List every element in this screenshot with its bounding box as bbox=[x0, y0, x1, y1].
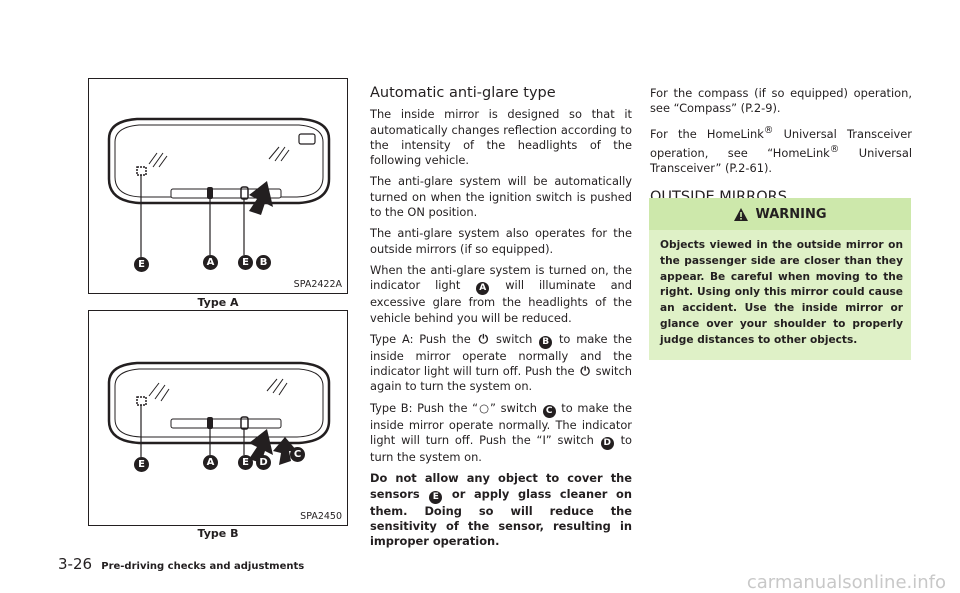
marker-b-icon: B bbox=[539, 336, 552, 349]
page-number: 3-26 bbox=[58, 555, 93, 573]
label-e-icon: E bbox=[134, 457, 149, 472]
paragraph: When the anti-glare system is turned on, the indicator light A will illuminate and excessive glare from the headlights of the vehicle behind you will be reduced. bbox=[370, 262, 633, 325]
figure-type-b bbox=[88, 310, 348, 526]
mirror-illustration-a bbox=[89, 79, 349, 295]
figure-caption: Type A bbox=[197, 296, 239, 309]
chapter-title: Pre-driving checks and adjustments bbox=[101, 561, 305, 572]
marker-e-icon: E bbox=[429, 491, 442, 504]
middle-column bbox=[370, 86, 632, 556]
watermark: carmanualsonline.info bbox=[746, 572, 946, 593]
paragraph: Type A: Push the ⏻ switch B to make the inside mirror operate normally and the indicator light will turn off. Push the ⏻ switch again to turn the system on. bbox=[370, 331, 633, 394]
mirror-illustration-b bbox=[89, 311, 349, 527]
marker-d-icon: D bbox=[601, 437, 614, 450]
warning-triangle-icon bbox=[733, 207, 749, 222]
marker-a-icon: A bbox=[476, 282, 489, 295]
off-circle-icon: ○ bbox=[478, 400, 491, 415]
label-a-icon: A bbox=[203, 255, 218, 270]
figure-type-a bbox=[88, 78, 348, 294]
warning-text: Objects viewed in the outside mirror on the passenger side are closer than they appear. Be careful when moving to the right. Using only this mirror could cause an accident. Use the inside mirror or glance over your shoulder to properly judge distances to other objects. bbox=[660, 239, 903, 346]
label-d-icon: D bbox=[256, 455, 271, 470]
warning-header bbox=[649, 198, 911, 230]
figure-caption: Type B bbox=[197, 527, 239, 540]
label-a-icon: A bbox=[203, 455, 218, 470]
power-switch-icon: ⏻ bbox=[478, 331, 489, 346]
paragraph: For the HomeLink® Universal Transceiver operation, see “HomeLink® Universal Transceiver” (P.2-61). bbox=[650, 124, 912, 175]
power-switch-icon: ⏻ bbox=[580, 364, 590, 379]
paragraph-bold: Do not allow any object to cover the sensors E or apply glass cleaner on them. Doing so will reduce the sensitivity of the sensor, resulting in improper operation. bbox=[370, 471, 632, 549]
marker-c-icon: C bbox=[543, 405, 556, 418]
label-e-icon: E bbox=[134, 257, 149, 272]
warning-title: WARNING bbox=[755, 206, 827, 222]
figure-code: SPA2450 bbox=[300, 511, 342, 522]
page-footer bbox=[58, 555, 304, 573]
paragraph: The anti-glare system also operates for the outside mirrors (if so equipped). bbox=[370, 226, 632, 256]
figure-code: SPA2422A bbox=[293, 279, 342, 290]
section-heading: Automatic anti-glare type bbox=[370, 85, 556, 101]
label-c-icon: C bbox=[290, 447, 305, 462]
paragraph: Type B: Push the “○” switch C to make the inside mirror operate normally. The indicator light will turn off. Push the “I” switch D to turn the system on. bbox=[370, 400, 632, 465]
label-b-icon: B bbox=[256, 255, 271, 270]
paragraph: For the compass (if so equipped) operation, see “Compass” (P.2-9). bbox=[650, 86, 912, 116]
paragraph: The inside mirror is designed so that it automatically changes reflection according to the intensity of the headlights of the following vehicle. bbox=[370, 107, 632, 168]
paragraph: The anti-glare system will be automatically turned on when the ignition switch is pushed to the ON position. bbox=[370, 174, 632, 220]
label-e-icon: E bbox=[238, 455, 253, 470]
label-e-icon: E bbox=[238, 255, 253, 270]
